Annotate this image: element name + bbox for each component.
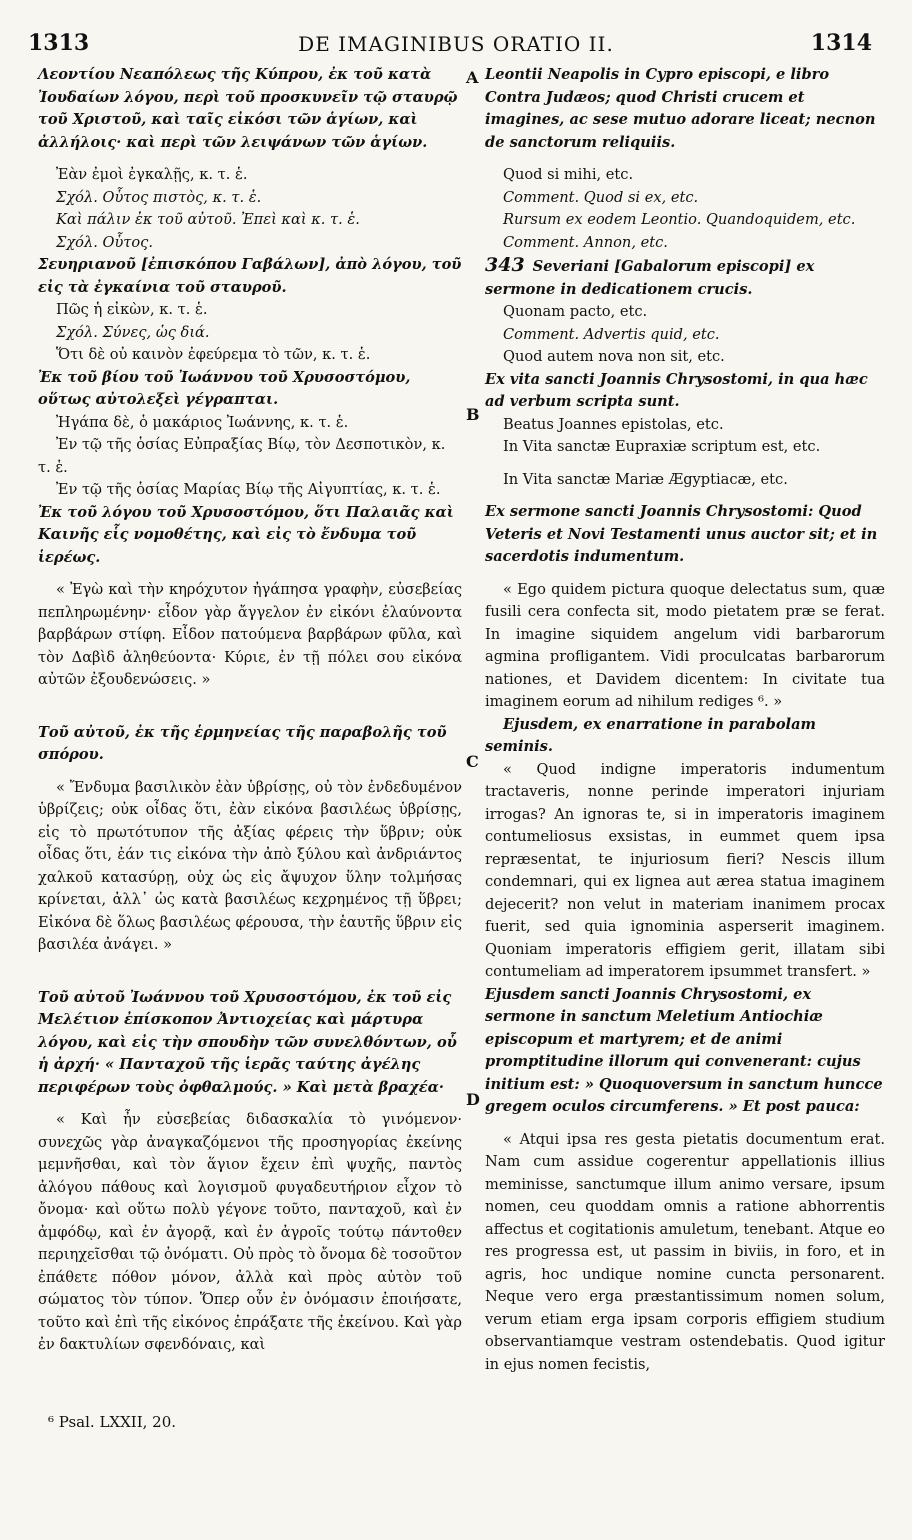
incipit: Quonam pacto, etc. [503,303,648,320]
incipit: Quod autem nova non sit, etc. [503,348,725,365]
incipit: In Vita sanctæ Eupraxiæ scriptum est, etc. [503,438,821,455]
incipit: Πῶς ἡ εἰκὼν, κ. τ. ἑ. [56,301,208,318]
heading-chrysostom-vita-latin: Ex vita sancti Joannis Chrysostomi, in qua hæc ad verbum scripta sunt. [485,370,868,410]
incipit: Ὅτι δὲ οὐ καινὸν ἐφεύρεμα τὸ τῶν, κ. τ. ἑ. [56,346,371,363]
incipit: Beatus Joannes epistolas, etc. [503,415,724,433]
scholion: Σχόλ. Σύνες, ὡς διά. [56,323,210,341]
incipit: Ἐν τῷ τῆς ὁσίας Εὐπραξίας Βίῳ, τὸν Δεσποτικὸν, κ. τ. ἑ. [38,436,446,476]
heading-severianus-greek: Σευηριανοῦ [ἐπισκόπου Γαβάλων], ἀπὸ λόγου, τοῦ εἰς τὰ ἐγκαίνια τοῦ σταυροῦ. [38,256,462,296]
incipit: Ἐὰν ἐμοὶ ἐγκαλῇς, κ. τ. ἑ. [56,166,248,183]
quotation-greek: « Καὶ ἦν εὐσεβείας διδασκαλία τὸ γινόμενον· συνεχῶς γὰρ ἀναγκαζόμενοι τῆς προσηγορίας ἐκείνης μεμνῆσθαι, καὶ τὸν ἅγιον ἔχειν ἐπὶ ψυχῆς, παντὸς ἀλόγου πάθους καὶ λογισμοῦ φυγαδευτήριον εἶχον τὸ ὄνομα· καὶ οὕτω πολὺ γέγονε τοῦτο, πανταχοῦ, καὶ ἐν ἀμφόδῳ, καὶ ἐν ἀγορᾷ, καὶ ἐν ἀγροῖς τούτῳ πάντοθεν περιηχεῖσθαι τῷ ὀνόματι. Οὐ πρὸς τὸ ὄνομα δὲ τοσοῦτον ἐπάθετε πόθον μόνον, ἀλλὰ καὶ πρὸς αὐτὸν τοῦ σώματος τὸν τύπον. Ὅπερ οὖν ἐν ὀνόμασιν ἐποιήσατε, τοῦτο καὶ ἐπὶ τῆς εἰκόνος ἐπράξατε τῆς ἐκείνου. Καὶ γὰρ ἐν δακτυλίων σφενδόναις, καὶ [38,1111,462,1353]
margin-letter-b: B [466,405,480,424]
incipit: In Vita sanctæ Mariæ Ægyptiacæ, etc. [503,470,788,488]
heading-meletius-latin: Ejusdem sancti Joannis Chrysostomi, ex sermone in sanctum Meletium Antiochiæ episcopum et martyrem; et de animi promptitudine illorum qui convenerant: cujus initium est: » Quoquoversum in sanctum huncce gregem oculos circumferens. » Et post pauca: [485,985,883,1115]
heading-chrysostom-vita-greek: Ἐκ τοῦ βίου τοῦ Ἰωάννου τοῦ Χρυσοστόμου, οὕτως αὐτολεξεὶ γέγραπται. [38,368,411,408]
incipit: Quod si mihi, etc. [503,166,634,183]
heading-chrysostom-sermon-latin: Ex sermone sancti Joannis Chrysostomi: Quod Veteris et Novi Testamenti unus auctor sit; et in sacerdotis indumentum. [485,503,878,565]
incipit: Rursum ex eodem Leontio. Quandoquidem, etc. [503,211,856,228]
commentary: Comment. Advertis quid, etc. [503,325,720,343]
commentary: Comment. Annon, etc. [503,233,668,251]
margin-letter-c: C [466,752,479,771]
quotation-latin: « Atqui ipsa res gesta pietatis documentum erat. Nam cum assidue cogerentur appellationis illius meminisse, sanctumque illum animo versare, ipsum nomen, ceu quoddam omnis a ratione abhorrentis affectus et cogitationis amuletum, tenebant. Atque eo res progressa est, ut passim in biviis, in foro, et in agris, hoc undique nomine cuncta personarent. Neque vero erga præstantissimum nomen solum, verum etiam erga ipsam corporis effigiem studium observantiamque vestram ostendebatis. Quod igitur in ejus nomen fecistis, [485,1130,885,1373]
greek-column [38,64,462,1357]
commentary: Comment. Quod si ex, etc. [503,188,699,206]
heading-meletius-greek: Τοῦ αὐτοῦ Ἰωάννου τοῦ Χρυσοστόμου, ἐκ τοῦ εἰς Μελέτιον ἐπίσκοπον Ἀντιοχείας καὶ μάρτυρα λόγου, καὶ εἰς τὴν σπουδὴν τῶν συνελθόντων, οὗ ἡ ἀρχή· « Πανταχοῦ τῆς ἱερᾶς ταύτης ἀγέλης περιφέρων τοὺς ὀφθαλμούς. » Καὶ μετὰ βραχέα· [38,988,457,1096]
latin-column [485,64,885,1376]
margin-letter-a: A [466,68,479,87]
running-title: DE IMAGINIBUS ORATIO II. [298,32,614,56]
incipit: Ἠγάπα δὲ, ὁ μακάριος Ἰωάννης, κ. τ. ἑ. [56,413,349,431]
section-number: 343 [485,254,525,276]
quotation-greek: « Ἐγὼ καὶ τὴν κηρόχυτον ἠγάπησα γραφὴν, εὐσεβείας πεπληρωμένην· εἶδον γὰρ ἄγγελον ἐν εἰκόνι ἐλαύνοντα βαρβάρων στίφη. Εἶδον πατούμενα βαρβάρων φῦλα, καὶ τὸν Δαβὶδ ἀληθεύοντα· Κύριε, ἐν τῇ πόλει σου εἰκόνα αὐτῶν ἐξουδενώσεις. » [38,581,462,688]
heading-leontius-greek: Λεοντίου Νεαπόλεως τῆς Κύπρου, ἐκ τοῦ κατὰ Ἰουδαίων λόγου, περὶ τοῦ προσκυνεῖν τῷ σταυρῷ τοῦ Χριστοῦ, καὶ ταῖς εἰκόσι τῶν ἁγίων, καὶ ἀλλήλοις· καὶ περὶ τῶν λειψάνων τῶν ἁγίων. [38,66,458,151]
heading-parable-greek: Τοῦ αὐτοῦ, ἐκ τῆς ἑρμηνείας τῆς παραβολῆς τοῦ σπόρου. [38,723,447,763]
heading-severianus-latin: 343 Severiani [Gabalorum episcopi] ex sermone in dedicationem crucis. [485,254,815,298]
incipit: Καὶ πάλιν ἐκ τοῦ αὐτοῦ. Ἐπεὶ καὶ κ. τ. ἑ. [56,211,360,228]
running-header [0,30,912,64]
quotation-latin: « Ego quidem pictura quoque delectatus sum, quæ fusili cera confecta sit, modo pietatem præ se ferat. In imagine siquidem angelum vidi barbarorum agmina profligantem. Vidi proculcatas barbarorum nationes, et Davidem dicentem: In civitate tua imaginem eorum ad nihilum rediges ⁶. » [485,580,885,710]
scholion: Σχόλ. Οὗτος. [56,233,153,251]
incipit: Ἐν τῷ τῆς ὁσίας Μαρίας Βίῳ τῆς Αἰγυπτίας, κ. τ. ἑ. [56,481,441,498]
heading-chrysostom-sermon-greek: Ἐκ τοῦ λόγου τοῦ Χρυσοστόμου, ὅτι Παλαιᾶς καὶ Καινῆς εἷς νομοθέτης, καὶ εἰς τὸ ἔνδυμα τοῦ ἱερέως. [38,503,454,566]
quotation-latin: « Quod indigne imperatoris indumentum tractaveris, nonne perinde imperatori injuriam irrogas? An ignoras te, si in imperatoris imaginem contumeliosus exsistas, in eummet quem ipsa repræsentat, te injuriosum fieri? Nescis illum condemnari, qui ex lignea aut ærea statua imaginem dejecerit? non velut in materiam inanimem procax fuerit, sed quia ignominia asperserit imaginem. Quoniam imperatoris effigiem gerit, illatam sibi contumeliam ad imperatorem ipsummet transfert. » [485,760,885,980]
margin-letter-d: D [466,1090,480,1109]
footnote: ⁶ Psal. LXXII, 20. [48,1413,177,1431]
heading-leontius-latin: Leontii Neapolis in Cypro episcopi, e libro Contra Judæos; quod Christi crucem et imagines, ac sese mutuo adorare liceat; necnon de sanctorum reliquiis. [485,66,876,151]
scholion: Σχόλ. Οὗτος πιστὸς, κ. τ. ἑ. [56,188,262,206]
heading-parable-latin: Ejusdem, ex enarratione in parabolam seminis. [485,715,816,755]
page-number-left: 1313 [28,30,90,56]
page-number-right: 1314 [810,30,872,56]
quotation-greek: « Ἔνδυμα βασιλικὸν ἐὰν ὑβρίσῃς, οὐ τὸν ἐνδεδυμένον ὑβρίζεις; οὐκ οἶδας ὅτι, ἐὰν εἰκόνα βασιλέως ὑβρίσῃς, εἰς τὸ πρωτότυπον τῆς ἀξίας φέρεις τὴν ὕβριν; οὐκ οἶδας ὅτι, ἐάν τις εἰκόνα τὴν ἀπὸ ξύλου καὶ ἀνδριάντος χαλκοῦ κατασύρῃ, οὐχ ὡς εἰς ἄψυχον ὕλην τολμήσας κρίνεται, ἀλλ᾽ ὡς κατὰ βασιλέως κεχρημένος τῇ ὕβρει; Εἰκόνα δὲ ὅλως βασιλέως φέρουσα, τὴν ἑαυτῆς ὕβριν εἰς βασιλέα ἀνάγει. » [38,778,462,953]
